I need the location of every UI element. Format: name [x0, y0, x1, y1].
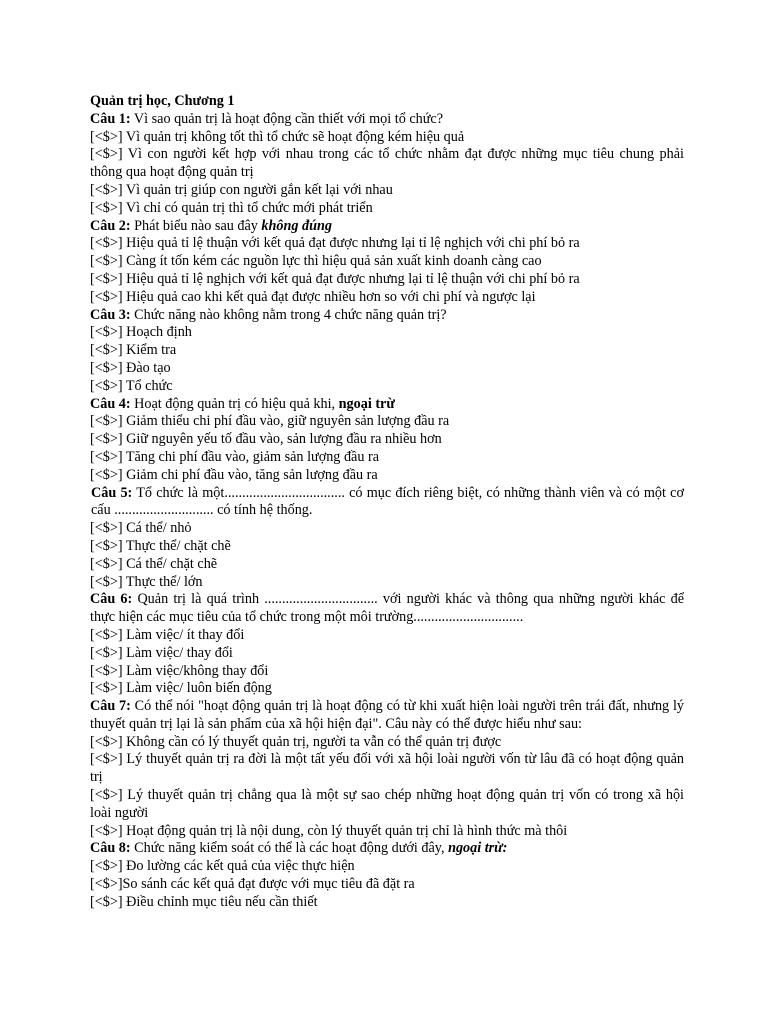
answer-option: [<$>] Lý thuyết quản trị ra đời là một tất yếu đối với xã hội loài người vốn từ lâu đã có hoạt động quản trị	[90, 751, 684, 786]
answer-option: [<$>] Hiệu quả tỉ lệ nghịch với kết quả đạt được nhưng lại tỉ lệ thuận với chi phí bỏ ra	[90, 270, 580, 287]
question-text: Có thể nói "hoạt động quản trị là hoạt động có từ khi xuất hiện loài người trên trái đất, nhưng lý thuyết quản trị lại là sản phẩm của xã hội hiện đại". Câu này có thể được hiểu như sau:	[90, 698, 684, 732]
answer-option: [<$>] Đo lường các kết quả của việc thực hiện	[90, 858, 355, 875]
answer-option: [<$>] Không cần có lý thuyết quản trị, người ta vẫn có thể quản trị được	[90, 733, 502, 750]
question-5	[90, 485, 684, 521]
question-label: Câu 7:	[90, 698, 131, 715]
answer-option: [<$>] Kiểm tra	[90, 342, 177, 359]
question-label: Câu 4:	[90, 395, 131, 412]
answer-option: [<$>] Hiệu quả tỉ lệ thuận với kết quả đạt được nhưng lại tỉ lệ nghịch với chi phí bỏ ra	[90, 235, 580, 252]
answer-option: [<$>] Tổ chức	[90, 377, 173, 394]
question-label: Câu 1:	[90, 110, 131, 127]
question-8	[90, 840, 684, 858]
answer-option: [<$>] Vì quản trị giúp con người gắn kết lại với nhau	[90, 181, 393, 198]
question-text: Tổ chức là một.................................. có mục đích riêng biệt, có những thành viên và có một cơ cấu ............................ có tính hệ thống.	[91, 484, 684, 519]
question-3	[90, 307, 684, 325]
question-label: Câu 8:	[90, 840, 131, 857]
answer-option: [<$>] Lý thuyết quản trị chẳng qua là một sự sao chép những hoạt động quản trị vốn có trong xã hội loài người	[90, 787, 684, 821]
question-emphasis: ngoại trừ	[338, 395, 395, 412]
question-label: Câu 2:	[90, 217, 131, 234]
answer-option: [<$>] Giảm thiểu chi phí đầu vào, giữ nguyên sản lượng đầu ra	[90, 413, 450, 430]
question-text: Chức năng kiểm soát có thể là các hoạt động dưới đây,	[130, 840, 449, 857]
question-text: Quản trị là quá trình ................................ với người khác và thông qua những người khác để thực hiện các mục tiêu của tổ chức trong một môi trường...............................	[90, 591, 684, 626]
answer-option: [<$>] Thực thể/ lớn	[90, 573, 203, 590]
answer-option: [<$>] Vì chỉ có quản trị thì tổ chức mới phát triển	[90, 199, 373, 216]
answer-option: [<$>] Làm việc/ ít thay đổi	[90, 626, 245, 643]
question-emphasis: ngoại trừ:	[448, 840, 508, 857]
answer-option: [<$>] Cá thể/ nhỏ	[90, 520, 192, 537]
answer-option: [<$>] Vì con người kết hợp với nhau trong các tổ chức nhằm đạt được những mục tiêu chung phải thông qua hoạt động quản trị	[90, 146, 684, 181]
answer-option: [<$>] Điều chỉnh mục tiêu nếu cần thiết	[90, 893, 318, 910]
question-7	[90, 698, 684, 734]
question-label: Câu 3:	[90, 306, 131, 323]
question-text: Phát biểu nào sau đây	[130, 217, 262, 234]
question-text: Hoạt động quản trị có hiệu quả khi,	[130, 395, 339, 412]
document-title: Quản trị học, Chương 1	[90, 93, 235, 109]
answer-option: [<$>] Làm việc/ thay đổi	[90, 644, 233, 661]
answer-option: [<$>] Giữ nguyên yếu tố đầu vào, sản lượng đầu ra nhiều hơn	[90, 431, 442, 448]
question-1	[90, 111, 684, 129]
question-4	[90, 396, 684, 414]
answer-option: [<$>] Cá thể/ chặt chẽ	[90, 555, 218, 572]
question-text: Vì sao quản trị là hoạt động cần thiết với mọi tổ chức?	[130, 110, 444, 127]
question-label: Câu 6:	[90, 591, 133, 608]
answer-option: [<$>]So sánh các kết quả đạt được với mục tiêu đã đặt ra	[90, 876, 415, 893]
answer-option: [<$>] Giảm chi phí đầu vào, tăng sản lượng đầu ra	[90, 466, 378, 483]
answer-option: [<$>] Thực thể/ chặt chẽ	[90, 537, 231, 554]
answer-option: [<$>] Làm việc/ luôn biến động	[90, 680, 272, 697]
answer-option: [<$>] Tăng chi phí đầu vào, giảm sản lượng đầu ra	[90, 448, 379, 465]
answer-option: [<$>] Hiệu quả cao khi kết quả đạt được nhiều hơn so với chi phí và ngược lại	[90, 288, 536, 305]
answer-option: [<$>] Vì quản trị không tốt thì tổ chức sẽ hoạt động kém hiệu quả	[90, 128, 465, 145]
question-text: Chức năng nào không nằm trong 4 chức năng quản trị?	[130, 306, 447, 323]
question-emphasis: không đúng	[261, 217, 332, 234]
question-label: Câu 5:	[91, 484, 133, 501]
answer-option: [<$>] Càng ít tốn kém các nguồn lực thì hiệu quả sản xuất kinh doanh càng cao	[90, 253, 542, 270]
answer-option: [<$>] Làm việc/không thay đổi	[90, 662, 269, 679]
question-2	[90, 218, 684, 236]
answer-option: [<$>] Đào tạo	[90, 359, 171, 376]
question-6	[90, 591, 684, 627]
answer-option: [<$>] Hoạt động quản trị là nội dung, còn lý thuyết quản trị chỉ là hình thức mà thôi	[90, 822, 568, 839]
answer-option: [<$>] Hoạch định	[90, 324, 192, 341]
